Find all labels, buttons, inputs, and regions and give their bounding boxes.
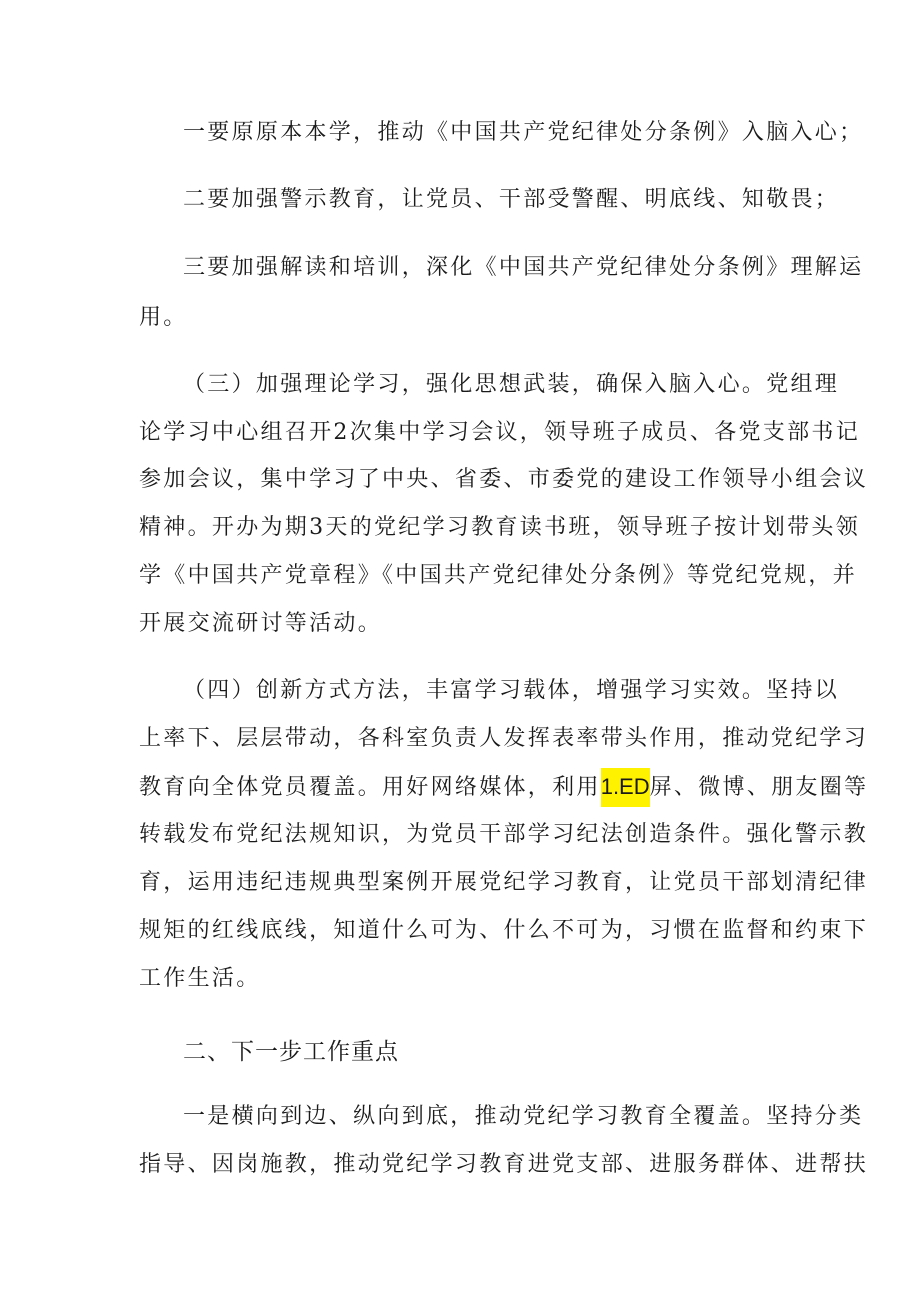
next-line-1: 一是横向到边、纵向到底，推动党纪学习教育全覆盖。坚持分类	[183, 1104, 864, 1129]
section4-line-3-after: 屏、微博、朋友圈等	[649, 775, 869, 800]
section-heading-next-steps: 二、下一步工作重点	[183, 1038, 399, 1064]
next-line-2: 指导、因岗施教，推动党纪学习教育进党支部、进服务群体、进帮扶	[139, 1152, 869, 1177]
section4-line-3	[139, 772, 868, 803]
section3-line-4: 精神。开办为期3天的党纪学习教育读书班，领导班子按计划带头领	[139, 515, 860, 540]
intro-item-3-continued: 用。	[139, 305, 188, 330]
section4-line-4: 转载发布党纪法规知识，为党员干部学习纪法创造条件。强化警示教	[139, 822, 869, 847]
section3-line-5: 学《中国共产党章程》《中国共产党纪律处分条例》等党纪党规，并	[139, 563, 858, 588]
section3-line-2: 论学习中心组召开2次集中学习会议，领导班子成员、各党支部书记	[139, 420, 860, 445]
section4-line-6: 规矩的红线底线，知道什么可为、什么不可为，习惯在监督和约束下	[139, 918, 869, 943]
intro-item-3: 三要加强解读和培训，深化《中国共产党纪律处分条例》理解运	[183, 255, 864, 280]
section3-line-6: 开展交流研讨等活动。	[139, 611, 383, 636]
section3-line-1: （三）加强理论学习，强化思想武装，确保入脑入心。党组理	[183, 372, 840, 397]
intro-item-1: 一要原原本本学，推动《中国共产党纪律处分条例》入脑入心；	[183, 120, 864, 145]
section3-line-3: 参加会议，集中学习了中央、省委、市委党的建设工作领导小组会议	[139, 467, 869, 492]
section4-line-1: （四）创新方式方法，丰富学习载体，增强学习实效。坚持以	[183, 678, 840, 703]
section4-line-5: 育，运用违纪违规典型案例开展党纪学习教育，让党员干部划清纪律	[139, 870, 869, 895]
section4-line-7: 工作生活。	[139, 966, 261, 991]
highlighted-text: 1.ED	[601, 768, 650, 807]
intro-item-2: 二要加强警示教育，让党员、干部受警醒、明底线、知敬畏；	[183, 187, 840, 212]
section4-line-2: 上率下、层层带动，各科室负责人发挥表率带头作用，推动党纪学习	[139, 726, 869, 751]
section4-line-3-before: 教育向全体党员覆盖。用好网络媒体，利用	[139, 775, 601, 800]
